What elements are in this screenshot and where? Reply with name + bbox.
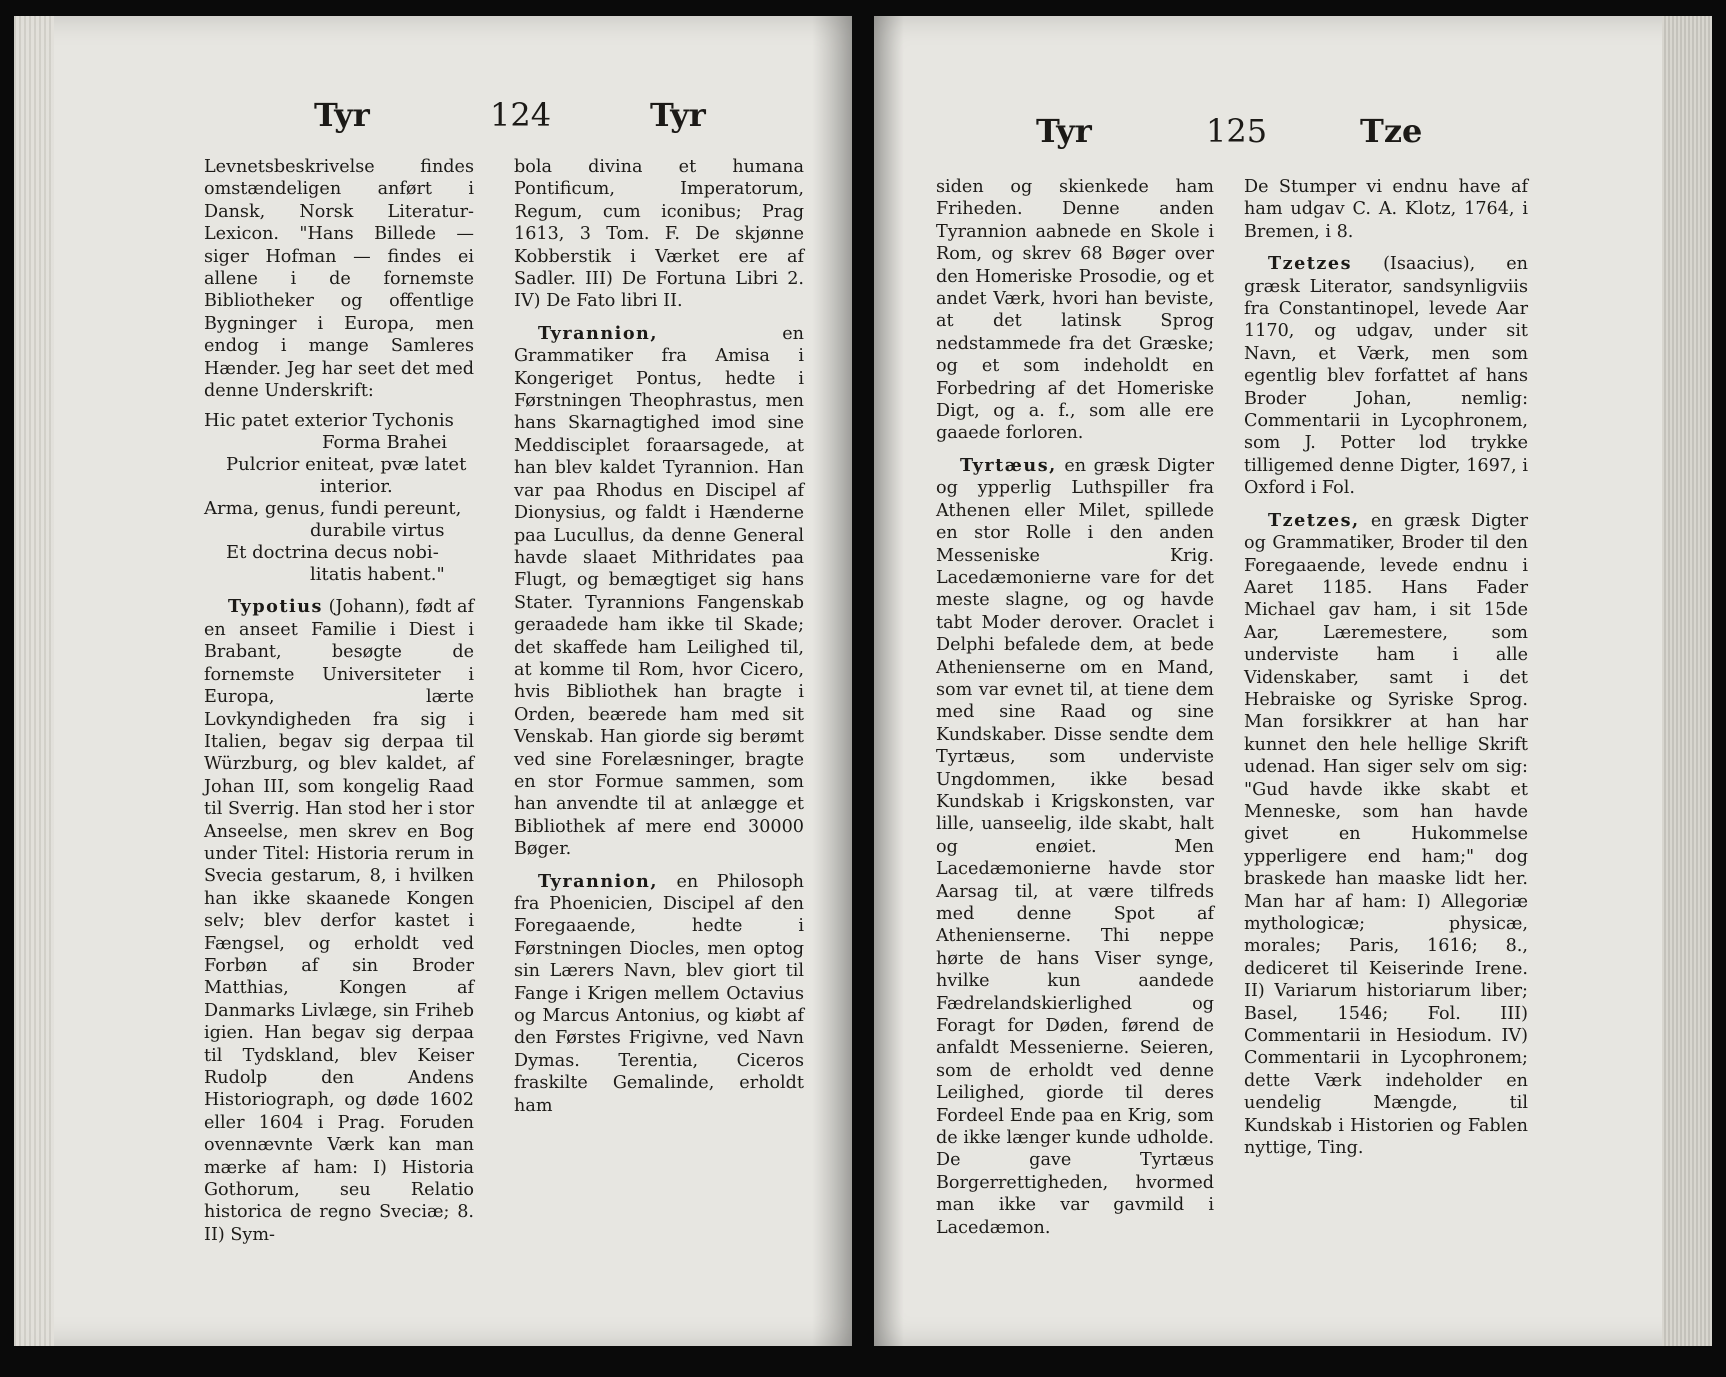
- left-page-column-1: [204, 156, 474, 1246]
- paragraph-continuation: Levnetsbeskrivelse findes omstændeligen anført i Dansk, Norsk Literatur-Lexicon. "Hans Billede — siger Hofman — findes ei allene i de fornemste Bibliotheker og offentlige Bygninger i Europa, men endog i mange Samleres Hænder. Jeg har seet det med denne Underskrift:: [204, 157, 474, 402]
- left-page-column-2: [514, 156, 804, 1117]
- running-head-left: Tyr: [314, 96, 370, 134]
- entry-text: (Isaacius), en græsk Literator, sandsynligviis fra Constantinopel, levede Aar 1170, og udgav, under sit Navn, et Værk, men som egentlig blev forfattet af hans Broder Johan, nemlig: Commentarii in Lycophronem, som J. Potter lod trykke tilligemed denne Digter, 1697, i Oxford i Fol.: [1244, 254, 1528, 499]
- entry: [514, 871, 804, 1117]
- poem-line: Forma Brahei: [322, 432, 448, 454]
- poem-line: Et doctrina decus nobi-: [226, 542, 439, 564]
- entry: [204, 596, 474, 1246]
- poem-line: Hic patet exterior Tychonis: [204, 410, 454, 432]
- poem-line: Arma, genus, fundi pereunt,: [204, 498, 462, 520]
- entry-text: en græsk Digter og ypperlig Luthspiller fra Athenen eller Milet, spillede en stor Rolle i den anden Messeniske Krig. Lacedæmonierne vare for det meste slagne, og og havde tabt Moder derover. Oraclet i Delphi befalede dem, at bede Athenienserne om en Mand, som var evnet til, at tiene dem med sine Raad og sine Kundskaber. Disse sendte dem Tyrtæus, som underviste Ungdommen, ikke besad Kundskab i Krigskonsten, var lille, uanseelig, ilde skabt, halt og enøiet. Men Lacedæmonierne havde stor Aarsag til, at være tilfreds med denne Spot af Athenienserne. Thi neppe hørte de hans Viser synge, hvilke kun aandede Fædrelandskierlighed og Foragt for Døden, førend de anfaldt Messenierne. Seieren, som de erholdt ved denne Leilighed, giorde til deres Fordeel Ende paa en Krig, som de ikke længer kunde udholde. De gave Tyrtæus Borgerrettigheden, hvormed man ikke var gavmild i Lacedæmon.: [936, 455, 1215, 1238]
- right-page: [874, 16, 1712, 1346]
- running-head-right: Tyr: [650, 96, 706, 134]
- poem-line: interior.: [320, 476, 393, 498]
- page-edges: [1662, 16, 1712, 1346]
- entry: [1244, 510, 1528, 1160]
- page-number: 124: [490, 96, 552, 134]
- entry-headword: Tzetzes,: [1268, 509, 1360, 531]
- gutter-shadow: [874, 16, 904, 1346]
- entry-text: en Philosoph fra Phoenicien, Discipel af den Foregaaende, hedte i Førstningen Diocles, men optog sin Lærers Navn, blev giort til Fange i Krigen mellem Octavius og Marcus Antonius, og kiøbt af den Førstes Frigivne, ved Navn Dymas. Terentia, Ciceros fraskilte Gemalinde, erholdt ham: [514, 871, 804, 1116]
- entry-text: en Grammatiker fra Amisa i Kongeriget Pontus, hedte i Førstningen Theophrastus, men hans Skarnagtighed imod sine Meddisciplet foraarsagede, at han blev kaldet Tyrannion. Han var paa Rhodus en Discipel af Dionysius, og faldt i Hænderne paa Lucullus, da denne General havde slaaet Mithridates paa Flugt, og bemægtiget sig hans Stater. Tyrannions Fangenskab geraadede ham ikke til Skade; det skaffede ham Leilighed til, at komme til Rom, hvor Cicero, hvis Bibliothek han bragte i Orden, beærede ham med sit Venskab. Han giorde sig berømt ved sine Forelæsninger, bragte en stor Formue sammen, som han anvendte til at anlægge et Bibliothek af mere end 30000 Bøger.: [514, 323, 804, 860]
- poem-line: litatis habent.": [310, 564, 445, 586]
- paragraph-continuation: siden og skienkede ham Friheden. Denne anden Tyrannion aabnede en Skole i Rom, og skrev 68 Bøger over den Homeriske Prosodie, og et andet Værk, hvori han beviste, at det latinsk Sprog nedstammede fra det Græske; og et som indeholdt en Forbedring af det Homeriske Digt, og a. f., som alle ere gaaede forloren.: [936, 177, 1214, 444]
- entry: [1244, 253, 1528, 499]
- page-edges: [14, 16, 54, 1346]
- right-page-column-1: [936, 176, 1214, 1239]
- entry-headword: Tyrannion,: [538, 870, 658, 892]
- entry: [936, 455, 1214, 1239]
- epitaph-poem: [204, 410, 474, 586]
- paragraph-continuation: De Stumper vi endnu have af ham udgav C. A. Klotz, 1764, i Bremen, i 8.: [1244, 177, 1528, 242]
- page-number: 125: [1206, 112, 1268, 150]
- entry-headword: Typotius: [228, 596, 323, 618]
- gutter-shadow: [812, 16, 852, 1346]
- left-page: [14, 16, 852, 1346]
- paragraph-continuation: bola divina et humana Pontificum, Imperatorum, Regum, cum iconibus; Prag 1613, 3 Tom. F. De skjønne Kobberstik i Værket ere af Sadler. III) De Fortuna Libri 2. IV) De Fato libri II.: [514, 157, 804, 312]
- entry-headword: Tzetzes: [1268, 253, 1352, 275]
- entry-headword: Tyrtæus,: [960, 454, 1057, 476]
- poem-line: durabile virtus: [310, 520, 445, 542]
- running-head-left: Tyr: [1036, 112, 1092, 150]
- entry: [514, 323, 804, 861]
- right-page-column-2: [1244, 176, 1528, 1159]
- poem-line: Pulcrior eniteat, pvæ latet: [226, 454, 467, 476]
- entry-text: (Johann), født af en anseet Familie i Diest i Brabant, besøgte de fornemste Universiteter i Europa, lærte Lovkyndigheden fra sig i Italien, begav sig derpaa til Würzburg, og blev kaldet, af Johan III, som kongelig Raad til Sverrig. Han stod her i stor Anseelse, men skrev en Bog under Titel: Historia rerum in Svecia gestarum, 8, i hvilken han ikke skaanede Kongen selv; blev derfor kastet i Fængsel, og erholdt ved Forbøn af sin Broder Matthias, Kongen af Danmarks Livlæge, sin Friheb igien. Han begav sig derpaa til Tydskland, blev Keiser Rudolp den Andens Historiograph, og døde 1602 eller 1604 i Prag. Foruden ovennævnte Værk kan man mærke af ham: I) Historia Gothorum, seu Relatio historica de regno Sveciæ; 8. II) Sym-: [204, 597, 475, 1245]
- running-head-right: Tze: [1360, 112, 1423, 150]
- entry-text: en græsk Digter og Grammatiker, Broder til den Foregaaende, levede endnu i Aaret 1185. Hans Fader Michael gav ham, i sit 15de Aar, Læremestere, som underviste ham i alle Videnskaber, samt i det Hebraiske og Syriske Sprog. Man forsikkrer at han har kunnet den hele hellige Skrift udenad. Han siger selv om sig: "Gud havde ikke skabt et Menneske, som han havde givet en Hukommelse ypperligere end ham;" dog braskede han maaske lidt her. Man har af ham: I) Allegoriæ mythologicæ; physicæ, morales; Paris, 1616; 8., dediceret til Keiserinde Irene. II) Variarum historiarum liber; Basel, 1546; Fol. III) Commentarii in Hesiodum. IV) Commentarii in Lycophronem; dette Værk indeholder en uendelig Mængde, til Kundskab i Historien og Fablen nyttige, Ting.: [1244, 510, 1528, 1159]
- entry-headword: Tyrannion,: [538, 322, 658, 344]
